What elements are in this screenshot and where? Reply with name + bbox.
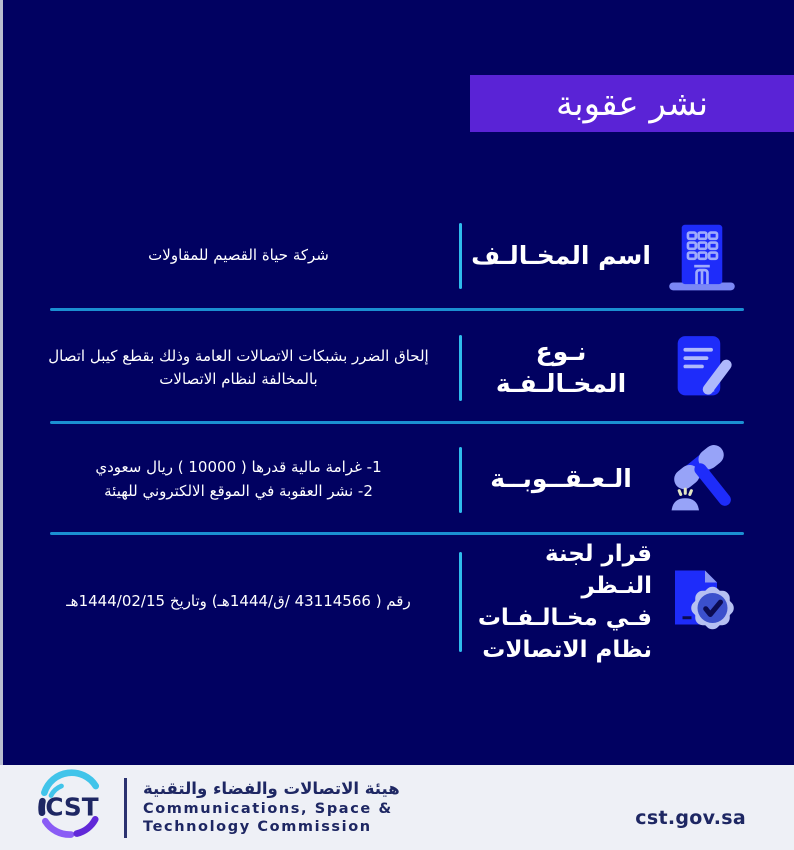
banner-title: نشر عقوبة: [555, 83, 709, 124]
penalty-item-2: 2- نشر العقوبة في الموقع الالكتروني للهيئة: [104, 481, 373, 500]
violation-document-icon: [660, 330, 744, 406]
cst-logo: [30, 767, 112, 849]
org-name-english-line-1: Communications, Space &: [143, 800, 393, 817]
row-content-violation-type: [0, 345, 459, 392]
row-label-violator-name: اسم المخـالـف: [471, 240, 651, 270]
cyan-tick: [459, 335, 462, 401]
decision-label-line-1: قرار لجنة النـظر: [544, 540, 652, 599]
row-content-penalty: [0, 456, 459, 503]
row-content-decision: [0, 590, 459, 613]
decision-label-line-3: نظام الاتصالات: [482, 637, 652, 664]
row-divider: [50, 532, 744, 535]
banner: [470, 75, 794, 132]
org-name-english-line-2: Technology Commission: [143, 819, 372, 835]
row-label-penalty: الـعـقــوبــة: [490, 464, 632, 494]
violation-type-text: إلحاق الضرر بشبكات الاتصالات العامة وذلك بقطع كيبل اتصال بالمخالفة لنظام الاتصالات: [48, 346, 429, 388]
cyan-tick: [459, 447, 462, 513]
row-penalty: [0, 430, 794, 529]
row-label-violation-type: نـوع المخـالـفـة: [495, 336, 627, 398]
cyan-tick: [459, 552, 462, 652]
org-name-arabic: هيئة الاتصالات والفضاء والتقنية: [143, 778, 400, 798]
footer: [0, 765, 794, 850]
violator-name-text: شركة حياة القصيم للمقاولات: [148, 246, 329, 265]
row-violator-name: [0, 205, 794, 307]
decision-number-text: رقم ( 43114566 /ق/1444هـ) وتاريخ 1444/02/15هـ: [66, 592, 411, 611]
row-decision: [0, 542, 794, 662]
gavel-icon: [660, 442, 744, 518]
org-name-block: [143, 779, 400, 836]
decision-badge-icon: [660, 563, 744, 641]
row-violation-type: [0, 318, 794, 418]
website-url: cst.gov.sa: [635, 806, 746, 829]
logo-separator: [124, 778, 127, 838]
building-icon: [660, 217, 744, 295]
cst-logo-text: CST: [45, 792, 99, 822]
row-divider: [50, 421, 744, 424]
decision-label-line-2: فـي مخـالـفـات: [477, 605, 652, 631]
penalty-item-1: 1- غرامة مالية قدرها ( 10000 ) ريال سعودي: [95, 458, 382, 477]
row-divider: [50, 308, 744, 311]
row-label-decision: [470, 538, 652, 667]
row-content-violator-name: [0, 244, 459, 267]
cyan-tick: [459, 223, 462, 289]
